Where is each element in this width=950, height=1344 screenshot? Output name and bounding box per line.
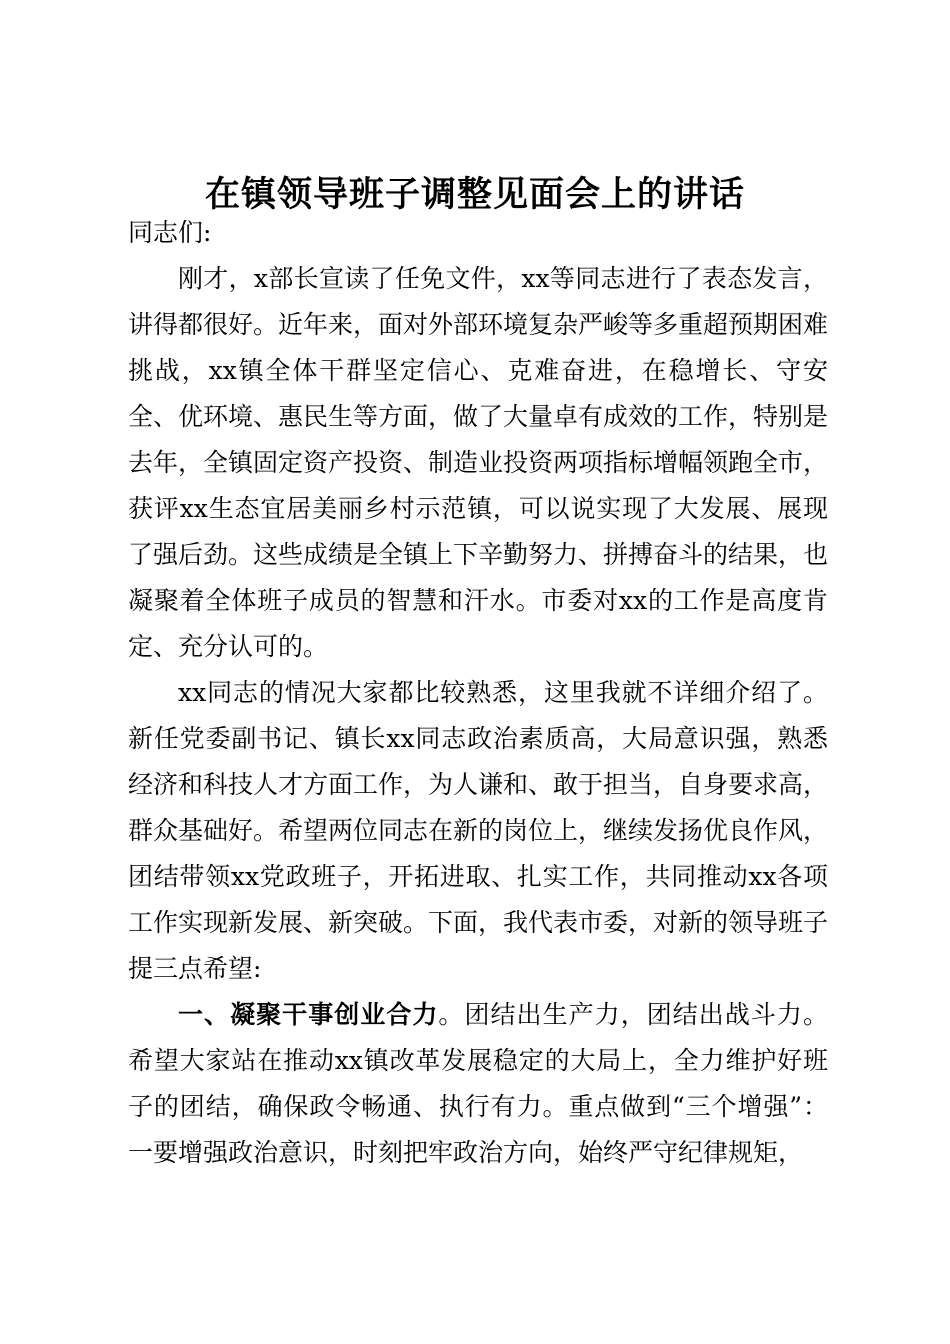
salutation: 同志们: bbox=[128, 218, 212, 247]
section-1-text: 。团结出生产力，团结出战斗力。希望大家站在推动xx镇改革发展稳定的大局上，全力维护好班子的团结，确保政令畅通、执行有力。重点做到“三个增强”：一要增强政治意识，时刻把牢政治方向，始终严守纪律规矩， bbox=[128, 1000, 828, 1167]
document-body bbox=[128, 210, 828, 1176]
paragraph-1: 刚才，x部长宣读了任免文件，xx等同志进行了表态发言，讲得都很好。近年来，面对外部环境复杂严峻等多重超预期困难挑战，xx镇全体干群坚定信心、克难奋进，在稳增长、守安全、优环境、惠民生等方面，做了大量卓有成效的工作，特别是去年，全镇固定资产投资、制造业投资两项指标增幅领跑全市，获评xx生态宜居美丽乡村示范镇，可以说实现了大发展、展现了强后劲。这些成绩是全镇上下辛勤努力、拼搏奋斗的结果，也凝聚着全体班子成员的智慧和汗水。市委对xx的工作是高度肯定、充分认可的。 bbox=[128, 264, 829, 661]
section-1-paragraph bbox=[128, 992, 828, 1176]
document-title: 在镇领导班子调整见面会上的讲话 bbox=[204, 174, 745, 215]
section-1-heading: 一、凝聚干事创业合力 bbox=[178, 1000, 439, 1029]
paragraph-2: xx同志的情况大家都比较熟悉，这里我就不详细介绍了。新任党委副书记、镇长xx同志政治素质高，大局意识强，熟悉经济和科技人才方面工作，为人谦和、敢于担当，自身要求高，群众基础好。希望两位同志在新的岗位上，继续发扬优良作风，团结带领xx党政班子，开拓进取、扎实工作，共同推动xx各项工作实现新发展、新突破。下面，我代表市委，对新的领导班子提三点希望: bbox=[128, 678, 829, 983]
